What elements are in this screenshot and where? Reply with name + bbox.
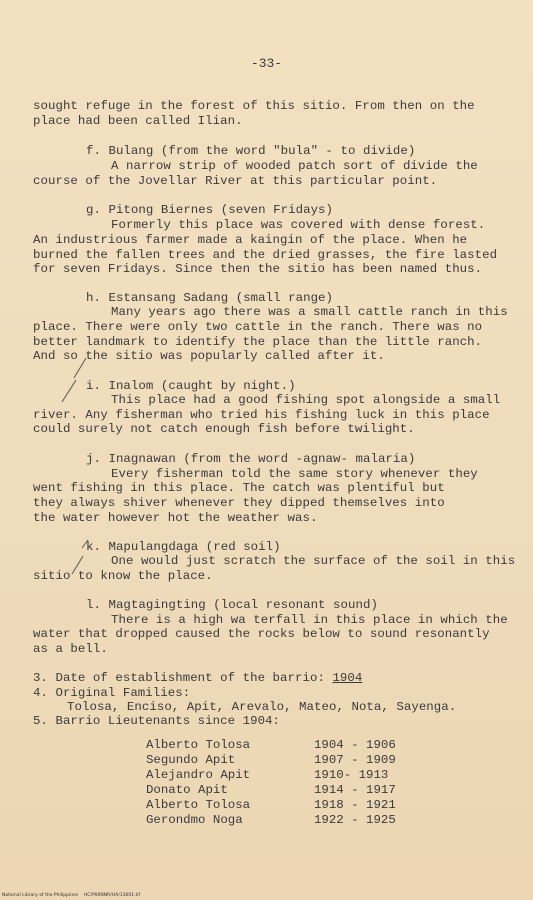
text-line: 4. Original Families: bbox=[33, 686, 191, 700]
text-line: they always shiver whenever they dipped themselves into bbox=[33, 496, 445, 510]
text-line: Tolosa, Enciso, Apit, Arevalo, Mateo, Nota, Sayenga. bbox=[67, 700, 457, 714]
lieutenant-name: Alejandro Apit bbox=[146, 768, 251, 782]
text-line: place. There were only two cattle in the ranch. There was no bbox=[33, 320, 483, 334]
text-line: water that dropped caused the rocks below to sound resonantly bbox=[33, 627, 490, 641]
text-line: f. Bulang (from the word "bula" - to divide) bbox=[86, 144, 416, 158]
term-years: 1907 - 1909 bbox=[314, 753, 396, 767]
text-line: And so the sitio was popularly called after it. bbox=[33, 349, 385, 363]
text-line: Every fisherman told the same story whenever they bbox=[111, 467, 478, 481]
text-line: i. Inalom (caught by night.) bbox=[86, 379, 296, 393]
lieutenant-name: Segundo Apit bbox=[146, 753, 236, 767]
text-line: There is a high wa terfall in this place in which the bbox=[111, 613, 508, 627]
text-line: burned the fallen trees and the dried grasses, the fire lasted bbox=[33, 248, 498, 262]
text-line: h. Estansang Sadang (small range) bbox=[86, 291, 334, 305]
footer-credit: National Library of the Philippines HC/P00NNR/HA/13601.tif bbox=[2, 893, 141, 898]
pencil-mark-icon bbox=[68, 536, 94, 578]
text-line: could surely not catch enough fish before twilight. bbox=[33, 422, 415, 436]
text-line: place had been called Ilian. bbox=[33, 114, 243, 128]
page-number: -33- bbox=[250, 56, 283, 71]
lieutenant-name: Donato Apit bbox=[146, 783, 228, 797]
lieutenant-name: Alberto Tolosa bbox=[146, 738, 251, 752]
text-line: 5. Barrio Lieutenants since 1904: bbox=[33, 714, 281, 728]
term-years: 1904 - 1906 bbox=[314, 738, 396, 752]
text-line: as a bell. bbox=[33, 642, 108, 656]
text-line: better landmark to identify the place than the little ranch. bbox=[33, 335, 483, 349]
term-years: 1914 - 1917 bbox=[314, 783, 396, 797]
term-years: 1922 - 1925 bbox=[314, 813, 396, 827]
term-years: 1910- 1913 bbox=[314, 768, 389, 782]
text-line: course of the Jovellar River at this particular point. bbox=[33, 174, 438, 188]
term-years: 1918 - 1921 bbox=[314, 798, 396, 812]
text-line: A narrow strip of wooded patch sort of divide the bbox=[111, 159, 478, 173]
text-line: k. Mapulangdaga (red soil) bbox=[86, 540, 281, 554]
text-line: Formerly this place was covered with dense forest. bbox=[111, 218, 486, 232]
text-line: j. Inagnawan (from the word -agnaw- malaria) bbox=[86, 452, 416, 466]
text-line: the water however hot the weather was. bbox=[33, 511, 318, 525]
text-line: river. Any fisherman who tried his fishing luck in this place bbox=[33, 408, 490, 422]
text-line: One would just scratch the surface of the soil in this bbox=[111, 554, 516, 568]
text-line: went fishing in this place. The catch was plentiful but bbox=[33, 481, 445, 495]
text-line: sitio to know the place. bbox=[33, 569, 213, 583]
text-line: g. Pitong Biernes (seven Fridays) bbox=[86, 203, 334, 217]
text-line: Many years ago there was a small cattle ranch in this bbox=[111, 305, 508, 319]
text-line: This place had a good fishing spot alongside a small bbox=[111, 393, 501, 407]
lieutenant-name: Alberto Tolosa bbox=[146, 798, 251, 812]
text-line: sought refuge in the forest of this sitio. From then on the bbox=[33, 99, 475, 113]
lieutenant-name: Gerondmo Noga bbox=[146, 813, 243, 827]
text-line: l. Magtagingting (local resonant sound) bbox=[86, 598, 378, 612]
text-line: for seven Fridays. Since then the sitio has been named thus. bbox=[33, 262, 483, 276]
established-year: 1904 bbox=[332, 671, 363, 685]
text-line: 3. Date of establishment of the barrio: 1904 bbox=[33, 671, 363, 685]
pencil-mark-icon bbox=[56, 356, 92, 406]
text-line: An industrious farmer made a kaingin of the place. When he bbox=[33, 233, 468, 247]
